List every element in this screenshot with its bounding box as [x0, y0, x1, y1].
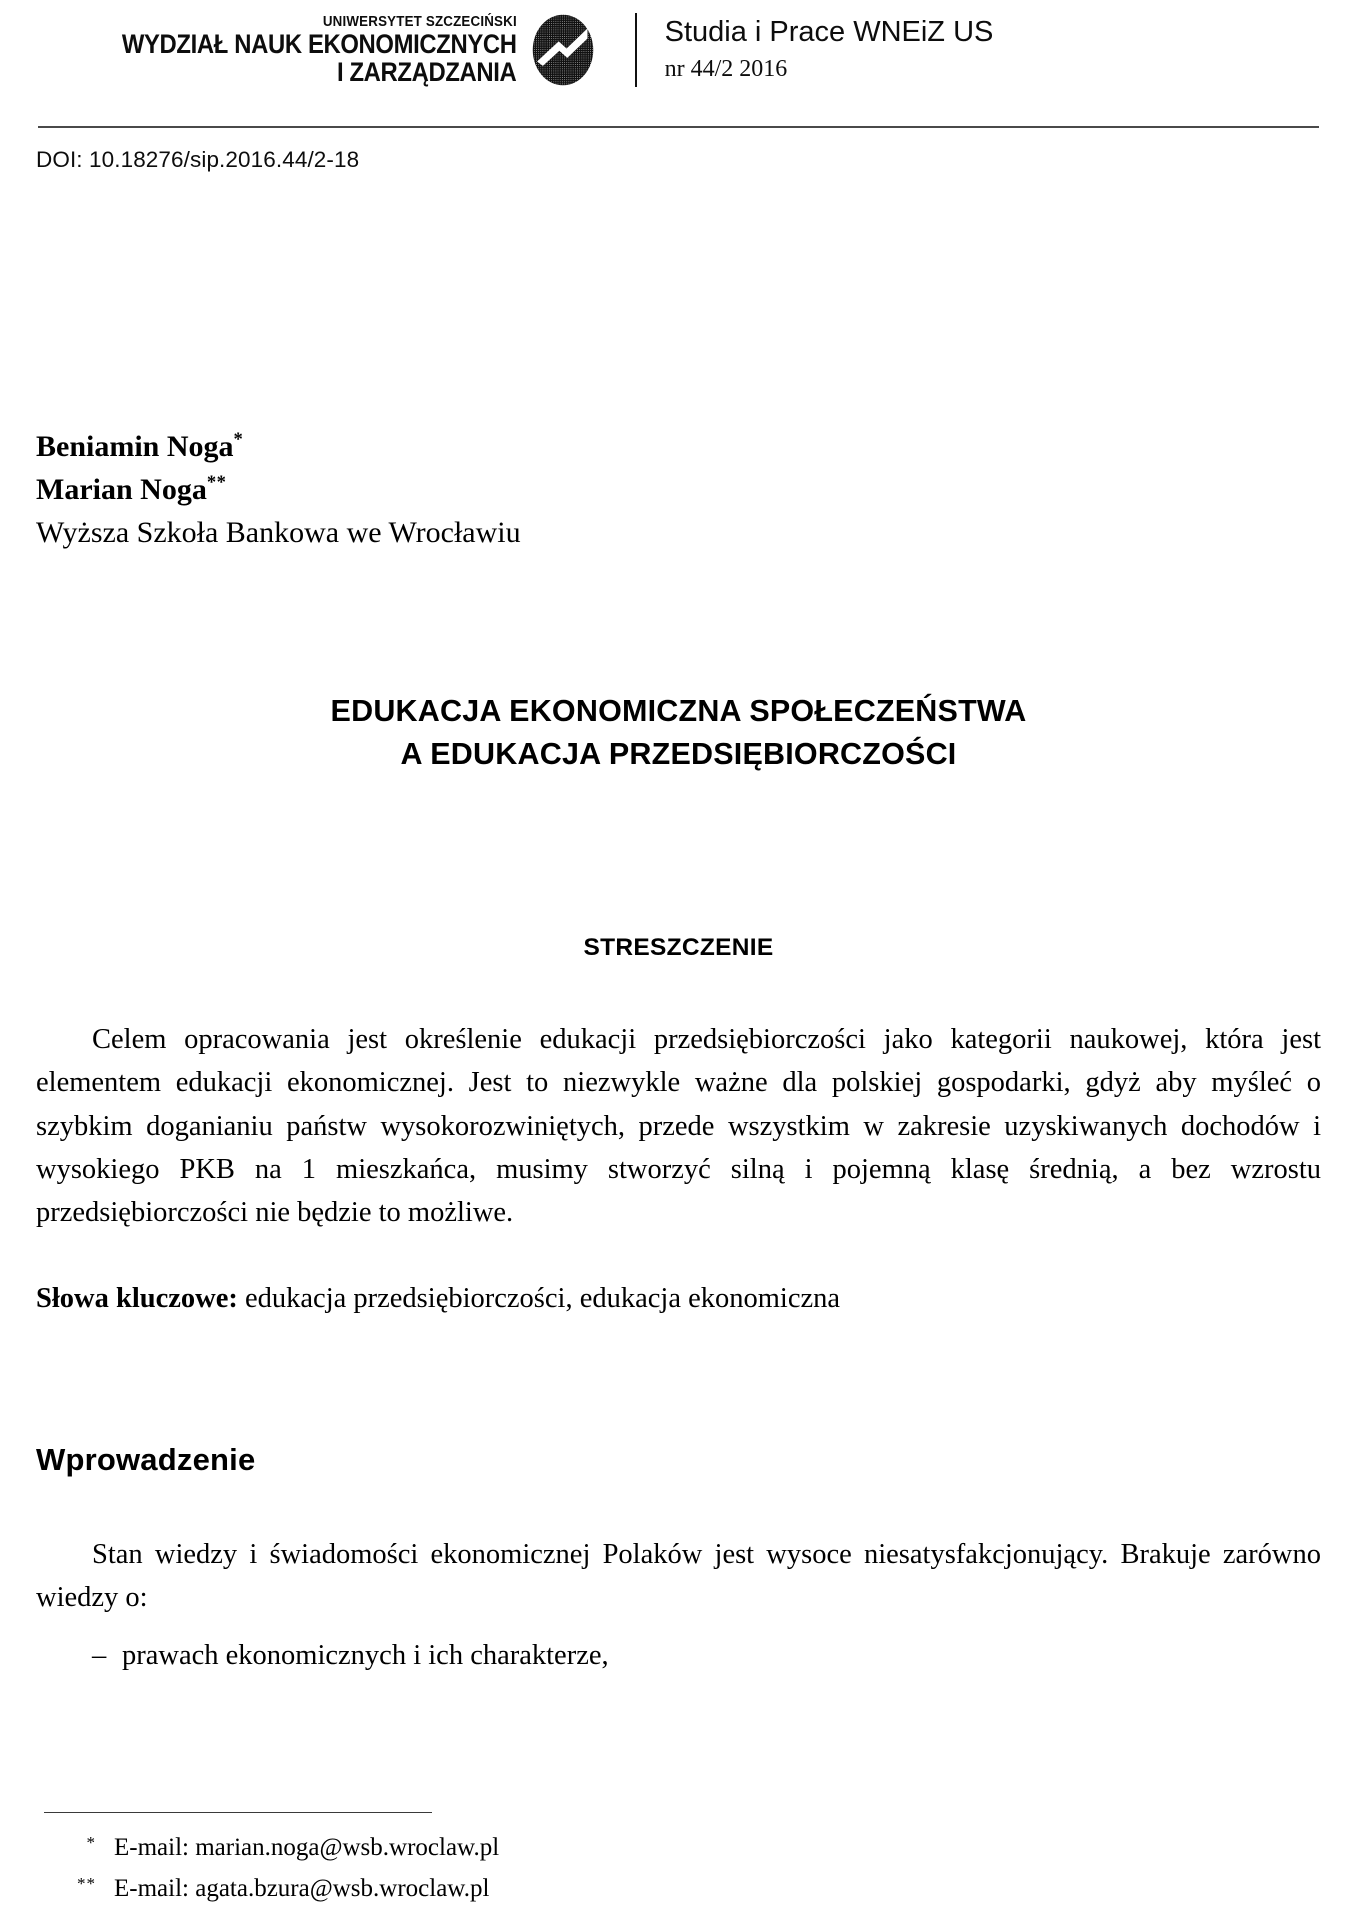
- keywords-line: [36, 1278, 1321, 1321]
- university-logo: [78, 4, 599, 96]
- masthead-divider: [635, 13, 637, 87]
- footnote-separator: [44, 1812, 432, 1813]
- keywords-label: Słowa kluczowe:: [36, 1283, 238, 1314]
- author-name-2: [36, 469, 1036, 512]
- author-name-1-text: Beniamin Noga: [36, 430, 234, 463]
- author-1-footnote-marker: *: [233, 429, 244, 450]
- author-name-2-text: Marian Noga: [36, 472, 207, 506]
- header-rule: [38, 126, 1319, 128]
- list-item-text: prawach ekonomicznych i ich charakterze,: [122, 1640, 609, 1671]
- masthead: [0, 0, 1357, 100]
- circle-chart-emblem-icon: [527, 14, 599, 86]
- section-heading-wprowadzenie: Wprowadzenie: [36, 1442, 256, 1477]
- abstract-heading: STRESZCZENIE: [583, 934, 774, 961]
- footnote-2-text: E-mail: agata.bzura@wsb.wroclaw.pl: [114, 1874, 490, 1902]
- footnote-2: [44, 1869, 944, 1910]
- journal-issue: nr 44/2 2016: [664, 55, 788, 82]
- section-paragraph: Stan wiedzy i świadomości ekonomicznej Polaków jest wysoce niesatysfakcjonujący. Brakuje zarówno wiedzy o:: [36, 1539, 1321, 1614]
- page-title: [0, 690, 1357, 777]
- footnote-block: [44, 1828, 944, 1909]
- footnote-2-marker: **: [77, 1873, 96, 1893]
- journal-title: Studia i Prace WNEiZ US: [664, 16, 994, 49]
- journal-info: [665, 10, 994, 90]
- logo-faculty-line-2: I ZARZĄDZANIA: [337, 56, 517, 87]
- dash-bullet-icon: –: [92, 1640, 107, 1671]
- abstract-body: [36, 1018, 1321, 1235]
- footnote-1-text: E-mail: marian.noga@wsb.wroclaw.pl: [114, 1834, 500, 1861]
- list-item: [36, 1634, 1321, 1677]
- keywords-value: edukacja przedsiębiorczości, edukacja ekonomiczna: [237, 1283, 841, 1314]
- section-bullet-list: [36, 1634, 1321, 1677]
- abstract-paragraph: Celem opracowania jest określenie edukacji przedsiębiorczości jako kategorii naukowej, która jest elementem edukacji ekonomicznej. Jest to niezwykle ważne dla polskiej gospodarki, gdyż aby myśleć o szybkim doganianiu państw wysokorozwiniętych, przede wszystkim w zakresie uzyskiwanych dochodów i wysokiego PKB na 1 mieszkańca, musimy stworzyć silną i pojemną klasę średnią, a bez wzrostu przedsiębiorczości nie będzie to możliwe.: [36, 1024, 1321, 1229]
- doi-line: DOI: 10.18276/sip.2016.44/2-18: [36, 147, 360, 172]
- logo-university-line: UNIWERSYTET SZCZECIŃSKI: [322, 13, 517, 30]
- section-body: [36, 1533, 1321, 1620]
- author-affiliation: Wyższa Szkoła Bankowa we Wrocławiu: [36, 516, 521, 550]
- page-title-line-1: EDUKACJA EKONOMICZNA SPOŁECZEŃSTWA: [330, 694, 1027, 728]
- author-2-footnote-marker: **: [206, 471, 227, 493]
- logo-faculty-line-1: WYDZIAŁ NAUK EKONOMICZNYCH: [121, 29, 517, 60]
- author-name-1: [36, 426, 1036, 469]
- page-title-line-2: A EDUKACJA PRZEDSIĘBIORCZOŚCI: [400, 737, 957, 772]
- logo-wordmark: [78, 15, 517, 86]
- footnote-1-marker: *: [86, 1833, 96, 1852]
- author-block: [36, 426, 1036, 555]
- footnote-1: [44, 1828, 944, 1869]
